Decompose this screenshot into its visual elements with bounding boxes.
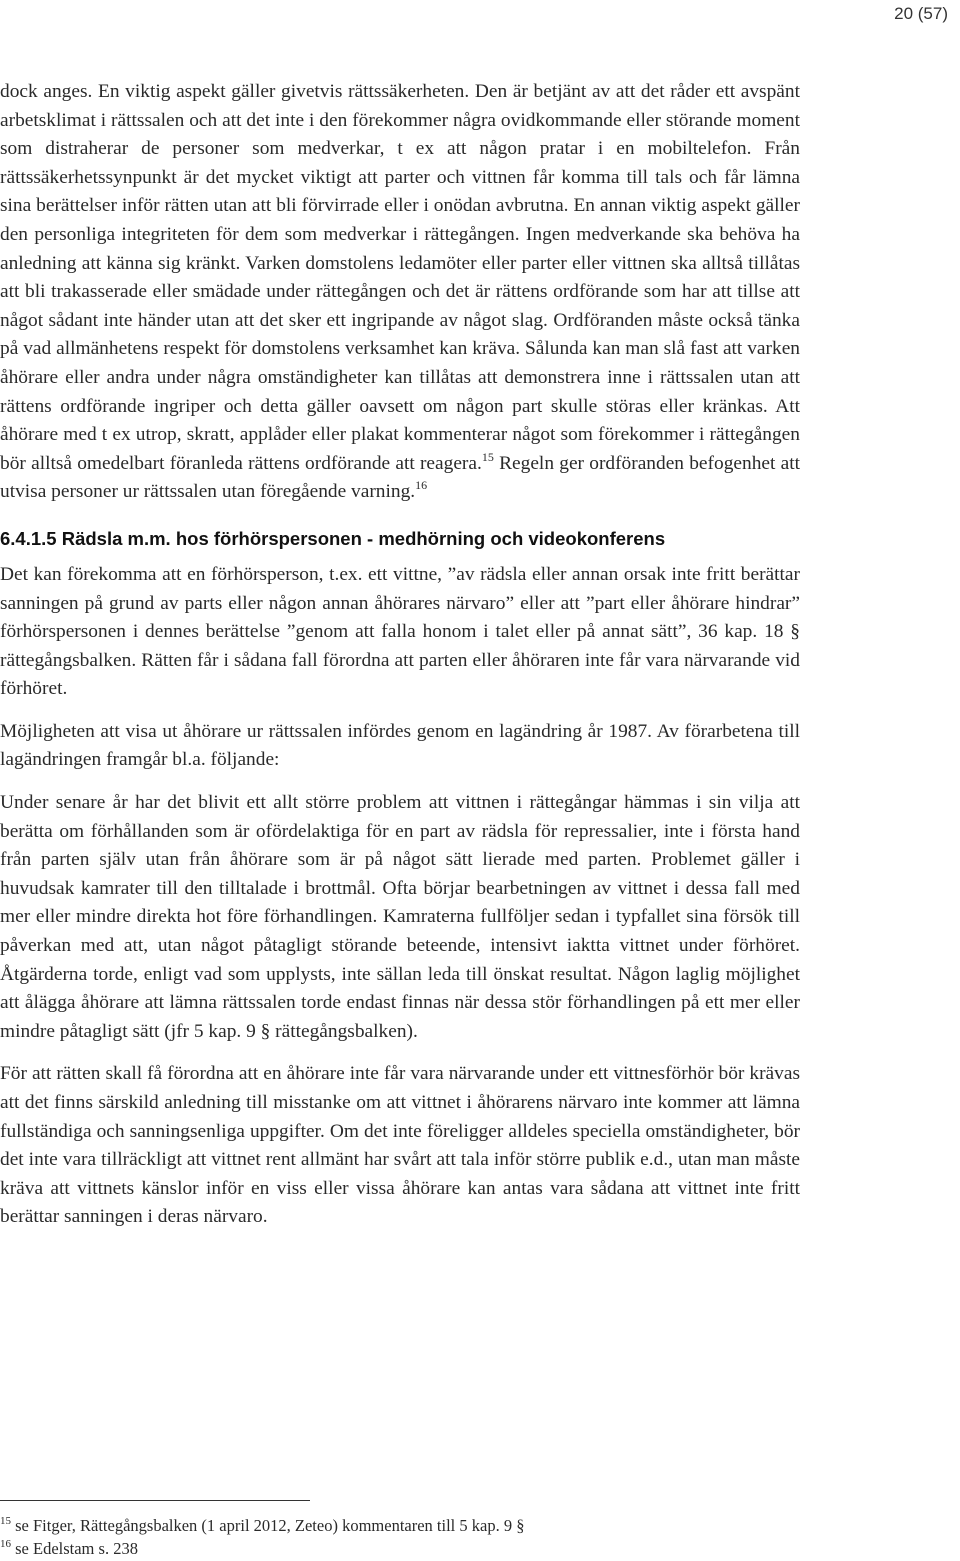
body-paragraph: För att rätten skall få förordna att en åhörare inte får vara närvarande under ett vittnesförhör bör krävas att det finns särskild anledning till misstanke om att vittnet i åhörarens närvaro inte kommer att lämna fullständiga och sanningsenliga uppgifter. Om det inte föreligger alldeles speciella omständigheter, bör det inte vara tillräckligt att vittnet rent allmänt har svårt att tala inför större publik e.d., utan man måste kräva att vittnets känslor inför en viss eller vissa åhörare kan antas vara sådana att vittnet inte fritt berättar sanningen i deras närvaro. (0, 1063, 800, 1228)
footnote-marker: 16 (0, 1537, 11, 1550)
document-body (0, 78, 800, 1232)
footnotes (0, 1514, 800, 1560)
body-paragraph: Möjligheten att visa ut åhörare ur rättssalen infördes genom en lagändring år 1987. Av förarbetena till lagändringen framgår bl.a. följande: (0, 720, 800, 771)
body-paragraph: dock anges. En viktig aspekt gäller givetvis rättssäkerheten. Den är betjänt av att det råder ett avspänt arbetsklimat i rättssalen och att det inte i den förekommer några ovidkommande eller störande moment som distraherar de personer som medverkar, t ex att någon pratar i en mobiltelefon. Från rättssäkerhetssynpunkt är det mycket viktigt att parter och vittnen får komma till tals och får lämna sina berättelser inför rätten utan att bli förvirrade eller i onödan avbrutna. En annan viktig aspekt gäller den personliga integriteten för dem som medverkar i rättegången. Ingen medverkande ska behöva ha anledning att känna sig kränkt. Varken domstolens ledamöter eller parter eller vittnen ska alltså tillåtas att bli trakasserade eller smädade under rättegången och det är rättens ordförande som har att tillse att något sådant inte händer utan att det sker ett ingripande av något slag. Ordföranden måste också tänka på vad allmänhetens respekt för domstolens verksamhet kan kräva. Sålunda kan man slå fast att varken åhörare eller andra under några omständigheter kan tillåtas att demonstrera inne i rättssalen utan att rättens ordförande ingriper och detta gäller oavsett om någon part skulle störas eller kränkas. Att åhörare med t ex utrop, skratt, applåder eller plakat kommenterar något som förekommer i rättegången bör alltså omedelbart föranleda rättens ordförande att reagera.$^{15}$ Regeln ger ordföranden befogenhet att utvisa personer ur rättssalen utan föregående varning.$^{16}$ (0, 81, 800, 503)
footnote (0, 1537, 800, 1560)
footnote (0, 1514, 800, 1537)
footnote-text: se Fitger, Rättegångsbalken (1 april 2012, Zeteo) kommentaren till 5 kap. 9 § (15, 1516, 525, 1535)
quoted-paragraph: Under senare år har det blivit ett allt större problem att vittnen i rättegångar hämmas i sin vilja att berätta om förhållanden som är ofördelaktiga för en part av rädsla för repressalier, inte i första hand från parten själv utan från åhörare som är på något sätt lierade med parten. Problemet gäller i huvudsak kamrater till den tilltalade i brottmål. Ofta börjar bearbetningen av vittnet i dessa fall med mer eller mindre direkta hot före förhandlingen. Kamraterna fullföljer sedan i typfallet sina försök till påverkan med att, utan något påtagligt störande beteende, intensivt iaktta vittnet under förhöret. Åtgärderna torde, enligt vad som upplysts, inte sällan leda till önskat resultat. Någon laglig möjlighet att ålägga åhörare att lämna rättssalen torde endast finnas när dessa stör förhandlingen på ett mer eller mindre påtagligt sätt (jfr 5 kap. 9 § rättegångsbalken). (0, 792, 800, 1042)
footnote-text: se Edelstam s. 238 (15, 1539, 138, 1558)
footnote-marker: 15 (0, 1514, 11, 1527)
footnote-separator (0, 1500, 310, 1501)
section-heading: 6.4.1.5 Rädsla m.m. hos förhörspersonen - medhörning och videokonferens (0, 527, 666, 549)
page-number: 20 (57) (894, 4, 948, 23)
body-paragraph: Det kan förekomma att en förhörsperson, t.ex. ett vittne, ”av rädsla eller annan orsak inte fritt berättar sanningen på grund av parts eller någon annan åhörares närvaro” eller att ”part eller åhörare hindrar” förhörspersonen i dennes berättelse ”genom att falla honom i talet eller på annat sätt”, 36 kap. 18 § rättegångsbalken. Rätten får i sådana fall förordna att parten eller åhöraren inte får vara närvarande vid förhöret. (0, 563, 800, 700)
